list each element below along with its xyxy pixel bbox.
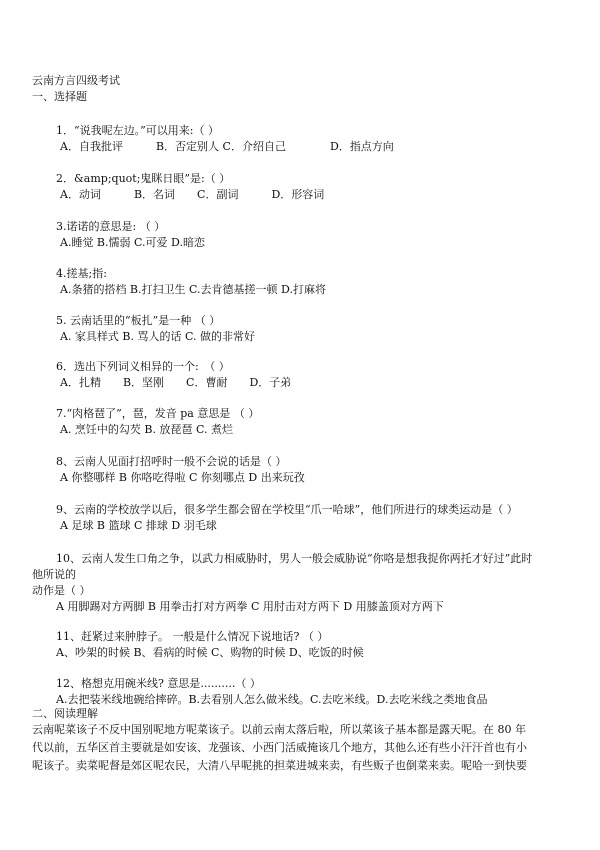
question-6-options: A．扎精 B．坚刚 C．曹耐 D．子弟	[60, 376, 292, 389]
question-11-options: A、吵架的时候 B、看病的时候 C、购物的时候 D、吃饭的时候	[56, 646, 364, 659]
question-8-options: A 你整哪样 B 你咯吃得啦 C 你刻哪点 D 出来玩孜	[60, 471, 305, 484]
question-7-options: A. 烹饪中的勾芡 B. 放琵琶 C. 煮烂	[60, 423, 234, 436]
question-10-options: A 用脚踢对方两脚 B 用拳击打对方两拳 C 用肘击对方两下 D 用膝盖顶对方两下	[56, 600, 444, 613]
question-2-options: A．动词 B．名词 C．副词 D．形容词	[60, 188, 325, 201]
section-heading-choice: 一、选择题	[32, 90, 87, 103]
question-7: 7.“肉格琶了”，琶，发音 pa 意思是 （ ）	[56, 407, 260, 420]
passage-line-3: 呢该子。卖菜呢督是郊区呢农民，大清八早呢挑的担菜进城来卖，有些贩子也倒菜来卖。呢哈一到快要	[32, 759, 527, 772]
question-1: 1．“说我呢左边。”可以用来:（ ）	[56, 124, 219, 137]
passage-line-2: 代以前，五华区首主要就是如安该、龙强该、小西门活威掩该几个地方，其他么还有些小汗汗首也有小	[32, 741, 527, 754]
question-10-continued: 他所说的	[32, 568, 76, 581]
question-10: 10、云南人发生口角之争，以武力相威胁时，男人一般会威胁说“你咯是想我捉你两托才好过”此时	[56, 552, 533, 565]
question-11: 11、赶紧过来肿脖子。 一般是什么情况下说地话? （ ）	[56, 630, 329, 643]
document-title: 云南方言四级考试	[32, 74, 120, 87]
question-9-options: A 足球 B 篮球 C 排球 D 羽毛球	[60, 519, 217, 532]
question-12: 12、格想克用碗米线? 意思是..........（ ）	[56, 677, 261, 690]
question-4-options: A.条猪的搭档 B.打扫卫生 C.去肯德基搓一顿 D.打麻将	[60, 283, 326, 296]
section-heading-reading: 二、阅读理解	[32, 707, 98, 720]
question-8: 8、云南人见面打招呼时一般不会说的话是（ ）	[56, 455, 287, 468]
question-5: 5. 云南话里的“板扎”是一种 （ ）	[56, 314, 221, 327]
question-2: 2．&amp;quot;鬼眯日眼”是:（ ）	[56, 172, 231, 185]
passage-line-1: 云南呢菜该子不反中国别呢地方呢菜该子。以前云南太落后啦，所以菜该子基本都是露天呢。在 80 年	[32, 723, 526, 736]
question-10-continued-2: 动作是（ ）	[32, 584, 91, 597]
question-5-options: A. 家具样式 B. 骂人的话 C. 做的非常好	[60, 330, 256, 343]
question-6: 6．选出下列词义相异的一个: （ ）	[56, 360, 230, 373]
question-9: 9、云南的学校放学以后，很多学生都会留在学校里“爪一哈球”，他们所进行的球类运动是（ ）	[56, 503, 518, 516]
question-4: 4.搓基;指:	[56, 267, 107, 280]
question-12-options: A.去把装米线地碗给摔碎。B.去看别人怎么做米线。C.去吃米线。D.去吃米线之类地食品	[56, 693, 488, 706]
question-1-options: A．自我批评 B．否定别人 C．介绍自己 D．指点方向	[60, 140, 394, 153]
question-3-options: A.睡觉 B.懦弱 C.可爱 D.暗恋	[60, 236, 205, 249]
question-3: 3.诺诺的意思是: （ ）	[56, 220, 166, 233]
